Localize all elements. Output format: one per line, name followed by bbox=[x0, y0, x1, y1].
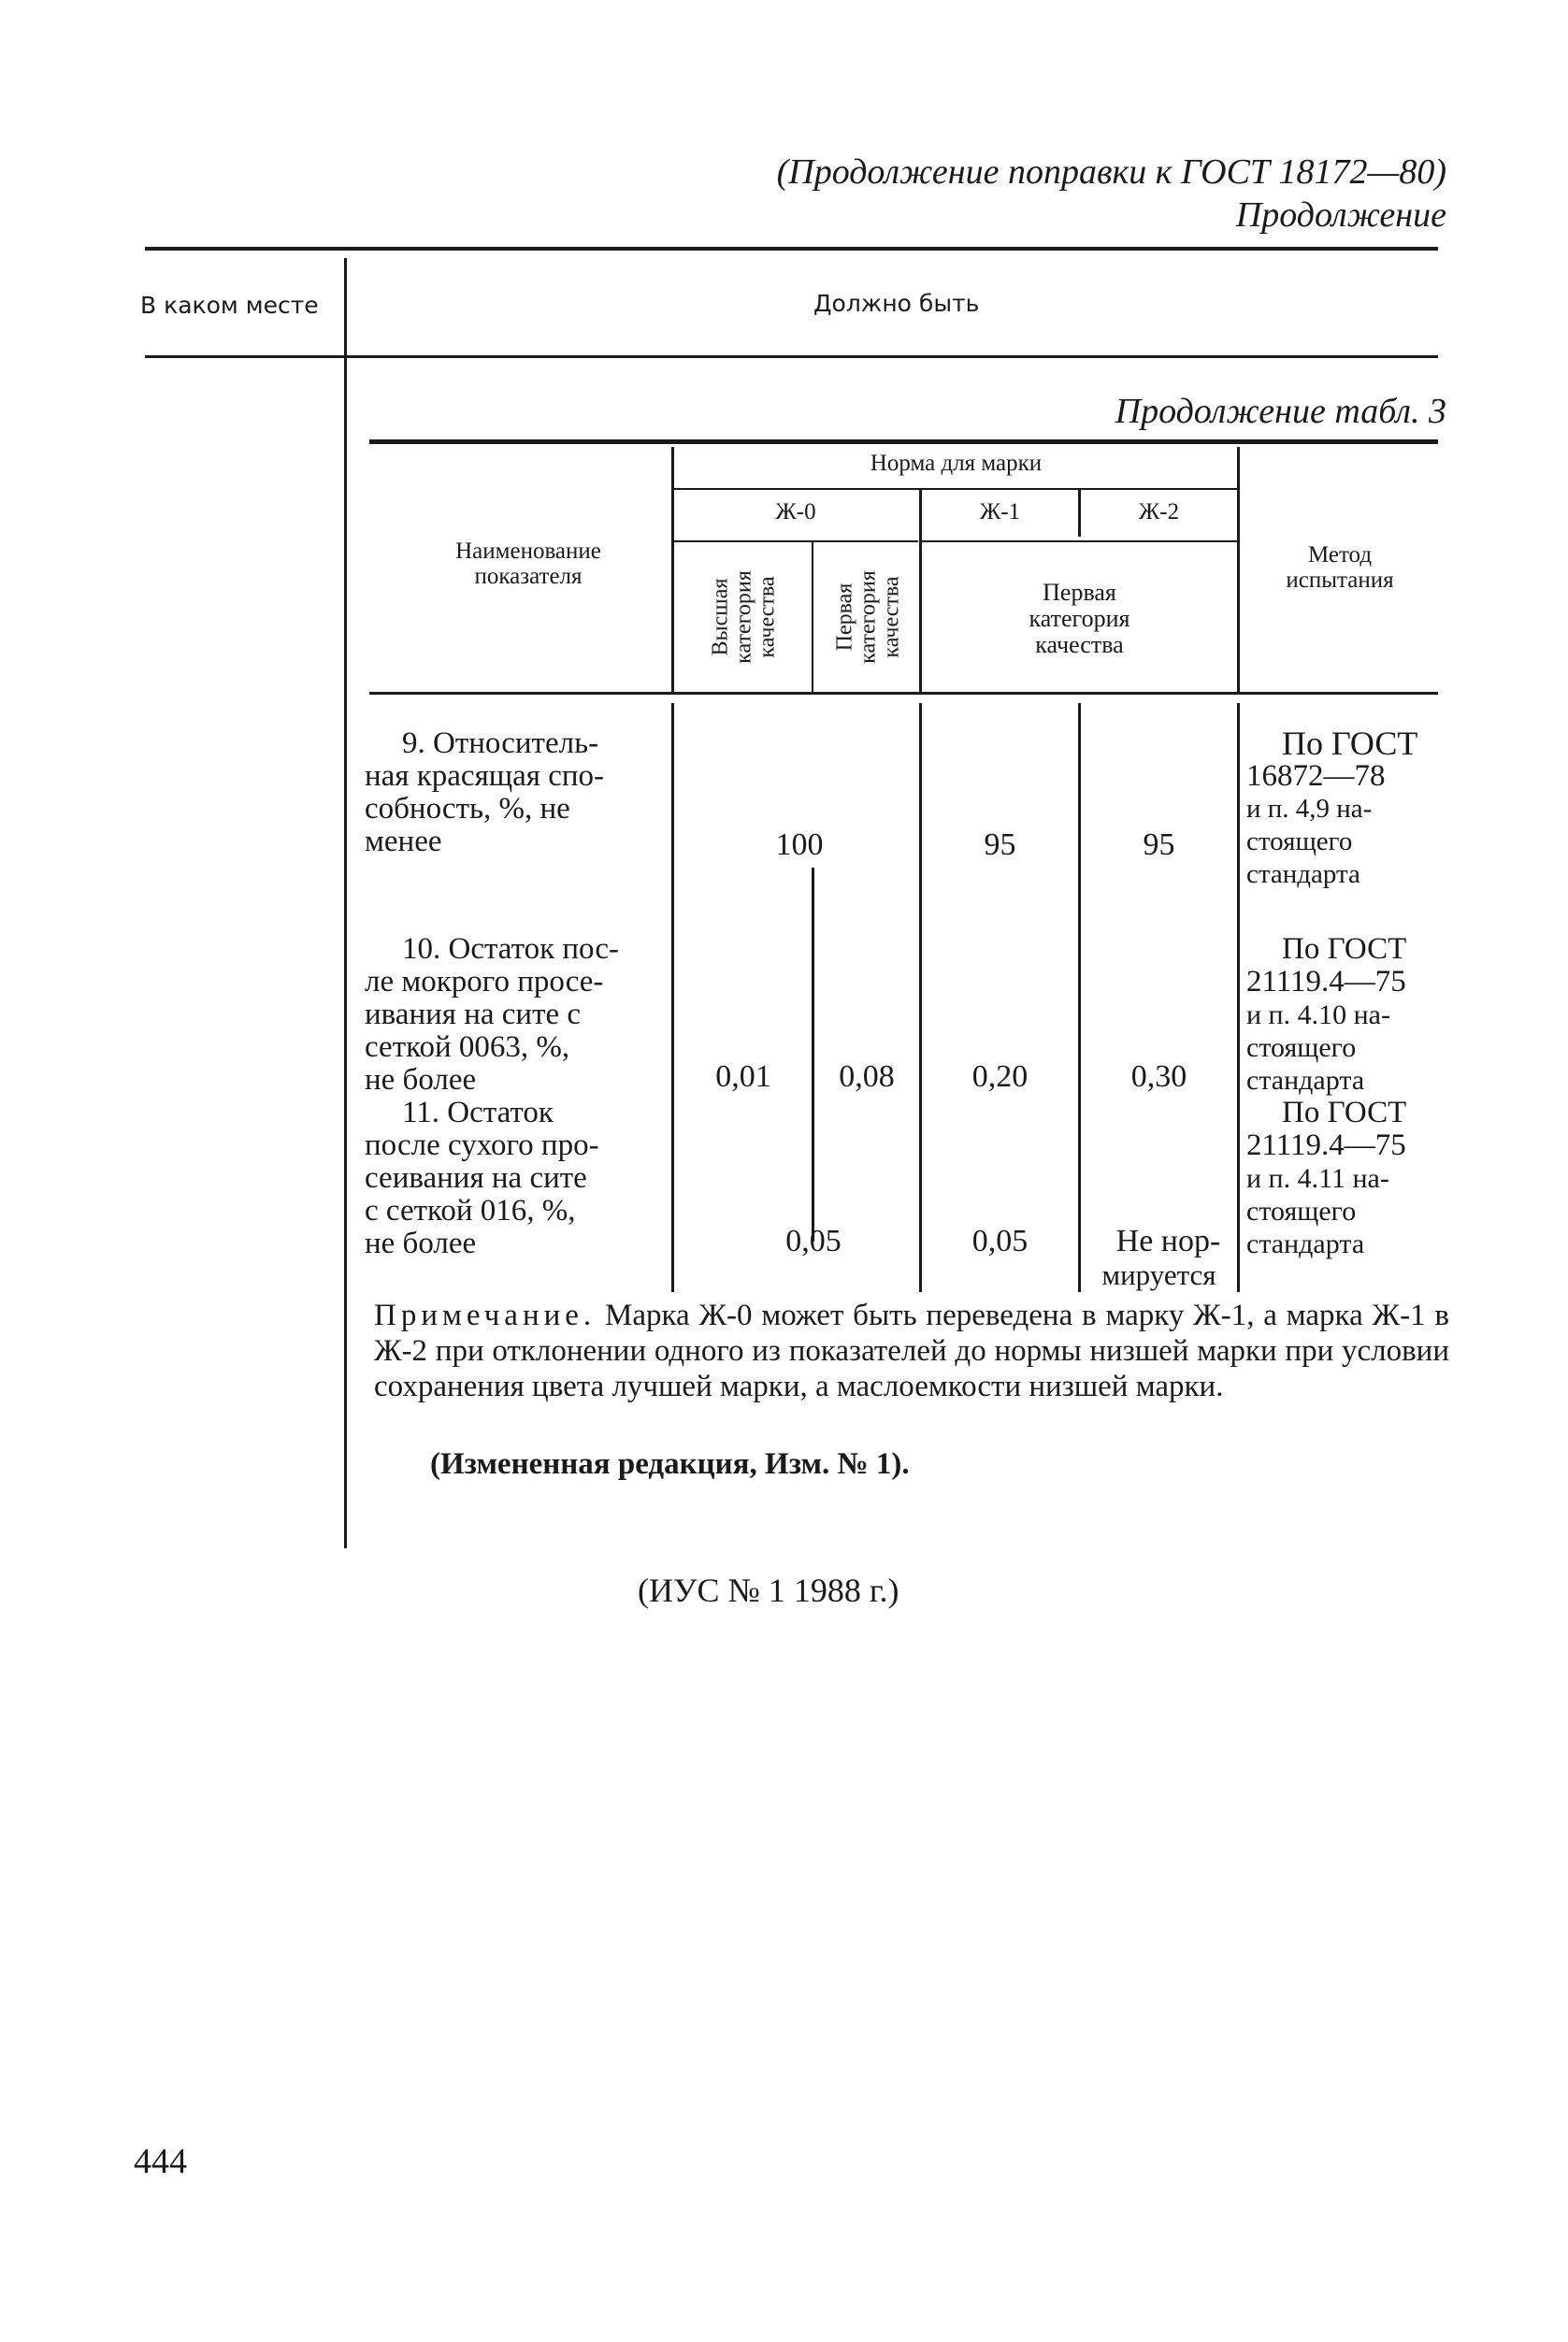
row-9-method: По ГОСТ 16872—78 и п. 4,9 на- стоящего стандарта bbox=[1246, 725, 1418, 889]
row-10-z2-value: 0,30 bbox=[1130, 1059, 1187, 1094]
row-11-name: 11. Остаток после сухого про- сеивания на сите с сеткой 016, %, не более bbox=[365, 1096, 599, 1260]
column-header-should-be: Должно быть bbox=[813, 290, 980, 317]
vrule-norm-method bbox=[1237, 447, 1240, 692]
grade-header-rule-z0 bbox=[673, 540, 918, 542]
row-11-z0-value: 0,05 bbox=[785, 1224, 842, 1258]
table-caption: Продолжение табл. 3 bbox=[1115, 392, 1446, 431]
ius-reference: (ИУС № 1 1988 г.) bbox=[638, 1572, 899, 1609]
header-test-method: Метод испытания bbox=[1286, 542, 1394, 593]
outer-top-rule bbox=[145, 247, 1438, 251]
row-10-z1-value: 0,20 bbox=[971, 1059, 1029, 1094]
amendment-reference: (Измененная редакция, Изм. № 1). bbox=[430, 1447, 910, 1481]
row-10-z0-first-value: 0,08 bbox=[839, 1059, 895, 1094]
vrule-body-method bbox=[1237, 703, 1240, 1292]
header-continuation: Продолжение bbox=[1235, 195, 1446, 235]
vrule-body-z0-sub bbox=[812, 868, 814, 1242]
note-text: Марка Ж-0 может быть переведена в марку Ж-1, а марка Ж-1 в Ж-2 при отклонении одного из показателей до нормы низшей марки при условии сохранения цвета лучшей марки, а маслоемкости низшей марки. bbox=[374, 1299, 1450, 1403]
header-top-quality-category: Высшая категория качества bbox=[708, 570, 779, 664]
grade-header-rule-z1z2 bbox=[921, 540, 1239, 542]
header-first-quality-category-z0: Первая категория качества bbox=[832, 570, 903, 664]
page-number: 444 bbox=[134, 2142, 187, 2181]
row-10-method: По ГОСТ 21119.4—75 и п. 4.10 на- стоящего стандарта bbox=[1246, 932, 1407, 1096]
table-top-rule bbox=[369, 439, 1438, 444]
header-first-quality-category-shared: Первая категория качества bbox=[1029, 579, 1130, 658]
row-9-z1-value: 95 bbox=[984, 827, 1016, 862]
row-9-z0-value: 100 bbox=[775, 827, 824, 862]
row-9-z2-value: 95 bbox=[1143, 827, 1175, 862]
vrule-body-name bbox=[671, 703, 674, 1292]
header-grade-z1: Ж-1 bbox=[979, 499, 1021, 524]
row-11-z1-value: 0,05 bbox=[971, 1224, 1029, 1258]
header-title: (Продолжение поправки к ГОСТ 18172—80) bbox=[776, 152, 1446, 192]
header-norm-for-grade: Норма для марки bbox=[870, 451, 1043, 476]
column-header-where: В каком месте bbox=[140, 292, 319, 319]
row-11-method: По ГОСТ 21119.4—75 и п. 4.11 на- стоящего стандарта bbox=[1246, 1096, 1407, 1259]
table-header-bottom-rule bbox=[369, 692, 1438, 695]
header-indicator-name: Наименование показателя bbox=[455, 539, 601, 589]
vrule-z0-sub bbox=[812, 542, 813, 692]
row-10-name: 10. Остаток пос- ле мокрого просе- ивания на сите с сеткой 0063, %, не более bbox=[365, 932, 619, 1097]
outer-header-rule bbox=[145, 355, 1438, 358]
vrule-body-z0-z1 bbox=[919, 703, 922, 1292]
table-note bbox=[374, 1298, 1449, 1404]
row-11-z2-value: Не нор- мируется bbox=[1101, 1224, 1221, 1291]
row-10-z0-top-value: 0,01 bbox=[715, 1059, 771, 1094]
header-grade-z0: Ж-0 bbox=[775, 499, 816, 524]
vrule-name-norm bbox=[671, 447, 674, 692]
note-label: Примечание. bbox=[374, 1299, 597, 1332]
header-grade-z2: Ж-2 bbox=[1138, 499, 1180, 524]
norm-header-rule bbox=[673, 488, 1239, 490]
outer-column-divider bbox=[344, 258, 347, 1548]
row-9-name: 9. Относитель- ная красящая спо- собность, %, не менее bbox=[365, 726, 605, 858]
vrule-body-z1-z2 bbox=[1078, 703, 1081, 1292]
